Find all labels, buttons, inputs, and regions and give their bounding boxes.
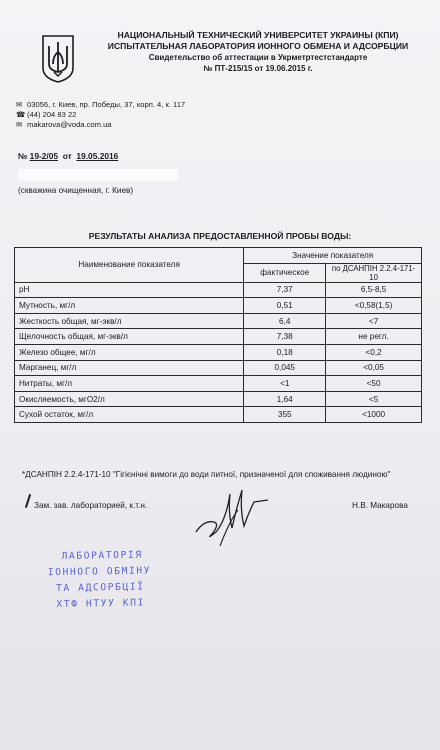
laboratory-stamp: ЛАБОРАТОРІЯ ІОННОГО ОБМІНУ ТА АДСОРБЦІЇ ХТФ НТУУ КПІ xyxy=(47,549,152,611)
table-row xyxy=(15,344,422,360)
row-actual: 7,38 xyxy=(244,329,326,345)
row-actual: 0,045 xyxy=(244,360,326,376)
sample-description: (скважина очищенная, г. Киев) xyxy=(18,186,134,195)
table-row xyxy=(15,391,422,407)
document-date: 19.05.2016 xyxy=(76,151,119,161)
address-text: 03056, г. Киев, пр. Победы, 37, корп. 4, к. 117 xyxy=(27,100,186,109)
email-icon: ✉ xyxy=(16,120,23,129)
table-row xyxy=(15,407,422,423)
row-norm: <5 xyxy=(326,391,422,407)
row-actual: 7,37 xyxy=(244,282,326,298)
row-actual: 0,18 xyxy=(244,344,326,360)
column-header-actual: фактическое xyxy=(244,263,326,282)
row-norm: 6,5-8,5 xyxy=(326,282,422,298)
envelope-icon: ✉ xyxy=(16,100,23,109)
column-header-name: Наименование показателя xyxy=(15,248,244,283)
row-actual: 0,51 xyxy=(244,298,326,314)
signer-position: Зам. зав. лабораторией, к.т.н. xyxy=(34,501,148,510)
row-name: Сухой остаток, мг/л xyxy=(15,407,244,423)
email-text: makarova@voda.com.ua xyxy=(27,120,112,129)
table-row xyxy=(15,282,422,298)
organization-header xyxy=(82,30,434,74)
table-row xyxy=(15,329,422,345)
document-number-line: № 19-2/05 от 19.05.2016 xyxy=(18,151,119,161)
row-actual: 355 xyxy=(244,407,326,423)
document-number: 19-2/05 xyxy=(29,151,59,161)
handwritten-signature xyxy=(190,480,270,550)
row-actual: 6,4 xyxy=(244,313,326,329)
row-name: Жесткость общая, мг-экв/л xyxy=(15,313,244,329)
row-norm: не регл. xyxy=(326,329,422,345)
certificate-number: № ПТ-215/15 от 19.06.2015 г. xyxy=(203,64,313,73)
slash-mark xyxy=(25,494,31,508)
table-row xyxy=(15,376,422,392)
table-row xyxy=(15,313,422,329)
row-norm: <1000 xyxy=(326,407,422,423)
table-row xyxy=(15,298,422,314)
row-norm: <0,58(1,5) xyxy=(326,298,422,314)
row-name: pH xyxy=(15,282,244,298)
certificate-line: Свидетельство об аттестации в Укрметртестстандарте xyxy=(148,53,368,62)
table-row xyxy=(15,360,422,376)
row-name: Нитраты, мг/л xyxy=(15,376,244,392)
row-name: Щелочность общая, мг-экв/л xyxy=(15,329,244,345)
row-norm: <7 xyxy=(326,313,422,329)
row-name: Окисляемость, мгО2/л xyxy=(15,391,244,407)
phone-icon: ☎ xyxy=(16,110,26,119)
column-header-norm: по ДСАНПІН 2.2.4-171-10 xyxy=(326,263,422,282)
university-name: НАЦИОНАЛЬНЫЙ ТЕХНИЧЕСКИЙ УНИВЕРСИТЕТ УКРАИНЫ (КПИ) xyxy=(117,30,399,40)
footnote: *ДСАНПІН 2.2.4-171-10 "Гігієнічні вимоги до води питної, призначеної для споживання людиною" xyxy=(22,470,391,479)
redacted-client-name xyxy=(18,169,178,181)
row-actual: <1 xyxy=(244,376,326,392)
row-name: Железо общее, мг/л xyxy=(15,344,244,360)
contacts-block xyxy=(16,100,185,130)
row-norm: <50 xyxy=(326,376,422,392)
row-actual: 1,64 xyxy=(244,391,326,407)
row-norm: <0,05 xyxy=(326,360,422,376)
column-header-value: Значение показателя xyxy=(244,248,422,264)
signer-name: Н.В. Макарова xyxy=(352,501,408,510)
row-name: Мутность, мг/л xyxy=(15,298,244,314)
phone-text: (44) 204 83 22 xyxy=(27,110,77,119)
row-name: Марганец, мг/л xyxy=(15,360,244,376)
row-norm: <0,2 xyxy=(326,344,422,360)
laboratory-name: ИСПЫТАТЕЛЬНАЯ ЛАБОРАТОРИЯ ИОННОГО ОБМЕНА И АДСОРБЦИИ xyxy=(107,41,409,51)
results-table xyxy=(14,247,422,423)
results-title: РЕЗУЛЬТАТЫ АНАЛИЗА ПРЕДОСТАВЛЕННОЙ ПРОБЫ ВОДЫ: xyxy=(88,231,352,241)
trident-emblem-icon xyxy=(40,34,76,84)
